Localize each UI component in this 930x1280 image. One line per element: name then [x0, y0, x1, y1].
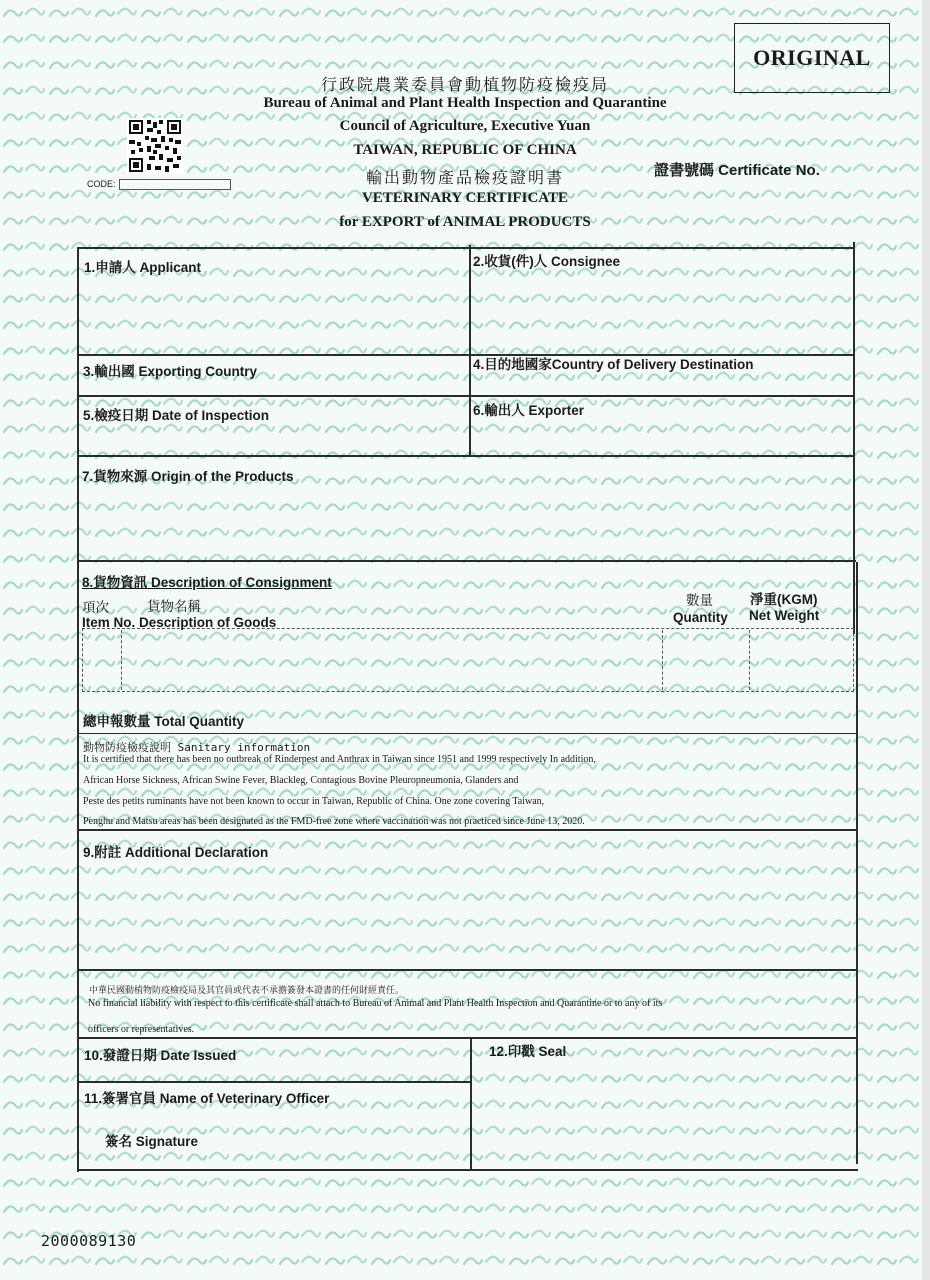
date-issued-label: 10.發證日期 Date Issued [84, 1048, 237, 1063]
seal-label: 12.印戳 Seal [489, 1044, 567, 1059]
row-divider-9 [77, 1081, 471, 1083]
qr-code-icon [127, 118, 183, 174]
item-no-en-label: Item No. Description of Goods [82, 615, 277, 630]
exporting-country-label: 3.輸出國 Exporting Country [83, 364, 258, 379]
certificate-subtitle-english: for EXPORT of ANIMAL PRODUCTS [339, 214, 591, 230]
row-divider-4 [77, 560, 856, 562]
description-label: 8.貨物資訊 Description of Consignment [82, 575, 332, 590]
row-divider-3 [77, 455, 854, 457]
goods-table-dashed [82, 628, 854, 692]
destination-label: 4.目的地國家Country of Delivery Destination [473, 357, 754, 372]
council-name: Council of Agriculture, Executive Yuan [339, 118, 591, 134]
certificate-number-label: 證書號碼 Certificate No. [654, 162, 820, 179]
form-border-top [77, 247, 854, 249]
code-box [119, 179, 231, 190]
row-divider-8 [77, 1037, 858, 1039]
country-name: TAIWAN, REPUBLIC OF CHINA [353, 142, 577, 158]
row-divider-5 [77, 733, 856, 734]
origin-label: 7.貨物來源 Origin of the Products [82, 469, 294, 484]
sanitary-info-title: 動物防疫檢疫說明 Sanitary information [83, 741, 311, 754]
form-border-right-upper [853, 242, 855, 634]
net-weight-cn-label: 淨重(KGM) [750, 592, 818, 607]
form-divider-vertical-top [469, 245, 471, 455]
sanitary-info-line-2: African Horse Sickness, African Swine Fever, Blackleg, Contagious Bovine Pleuropneumonia, Glanders and [83, 775, 519, 786]
total-quantity-label: 總申報數量 Total Quantity [83, 714, 244, 729]
form-border-right-lower [856, 562, 858, 1164]
applicant-label: 1.申請人 Applicant [84, 260, 202, 275]
row-divider-2 [77, 395, 854, 397]
additional-declaration-label: 9.附註 Additional Declaration [83, 845, 269, 860]
agency-name-english: Bureau of Animal and Plant Health Inspection and Quarantine [263, 95, 667, 111]
goods-col-divider-1 [121, 630, 122, 690]
code-label: CODE: [87, 179, 231, 190]
signature-label: 簽名 Signature [105, 1134, 199, 1149]
liability-english-line-1: No financial liability with respect to this certificate shall attach to Bureau of Animal and Plant Health Inspection and Quarantine or to any of its [88, 998, 663, 1009]
row-divider-6 [77, 829, 858, 831]
veterinary-officer-label: 11.簽署官員 Name of Veterinary Officer [84, 1091, 330, 1106]
quantity-en-label: Quantity [673, 610, 728, 625]
goods-cn-label: 貨物名稱 [147, 599, 201, 614]
certificate-title-english: VETERINARY CERTIFICATE [361, 190, 569, 206]
sanitary-info-line-4: Penghu and Matsu areas has been designated as the FMD-free zone where vaccination was not practiced since June 13, 2020. [83, 816, 585, 827]
net-weight-en-label: Net Weight [749, 608, 820, 623]
liability-chinese: 中華民國動植物防疫檢疫局及其官員或代表不承擔簽發本證書的任何財經責任。 [89, 986, 405, 996]
liability-english-line-2: officers or representatives. [88, 1024, 195, 1035]
sanitary-info-line-3: Peste des petits ruminants have not been known to occur in Taiwan, Republic of China. One zone covering Taiwan, [83, 796, 545, 807]
date-of-inspection-label: 5.檢疫日期 Date of Inspection [83, 408, 270, 423]
quantity-cn-label: 數量 [686, 593, 713, 608]
certificate-title-chinese: 輸出動物產品檢疫證明書 [365, 168, 564, 187]
form-border-bottom [77, 1169, 858, 1171]
form-divider-vertical-bottom [470, 1037, 472, 1171]
serial-number: 2000089130 [41, 1232, 137, 1250]
consignee-label: 2.收貨(件)人 Consignee [473, 254, 621, 269]
sanitary-info-line-1: It is certified that there has been no outbreak of Rinderpest and Anthrax in Taiwan since 1951 and 1999 respectively In addition, [83, 754, 596, 765]
row-divider-7 [77, 969, 858, 971]
exporter-label: 6.輸出人 Exporter [473, 403, 585, 418]
agency-name-chinese: 行政院農業委員會動植物防疫檢疫局 [320, 75, 609, 94]
item-no-cn-label: 項次 [82, 600, 109, 615]
goods-col-divider-2 [662, 630, 663, 690]
original-stamp: ORIGINAL [734, 23, 890, 93]
goods-col-divider-3 [749, 630, 750, 690]
